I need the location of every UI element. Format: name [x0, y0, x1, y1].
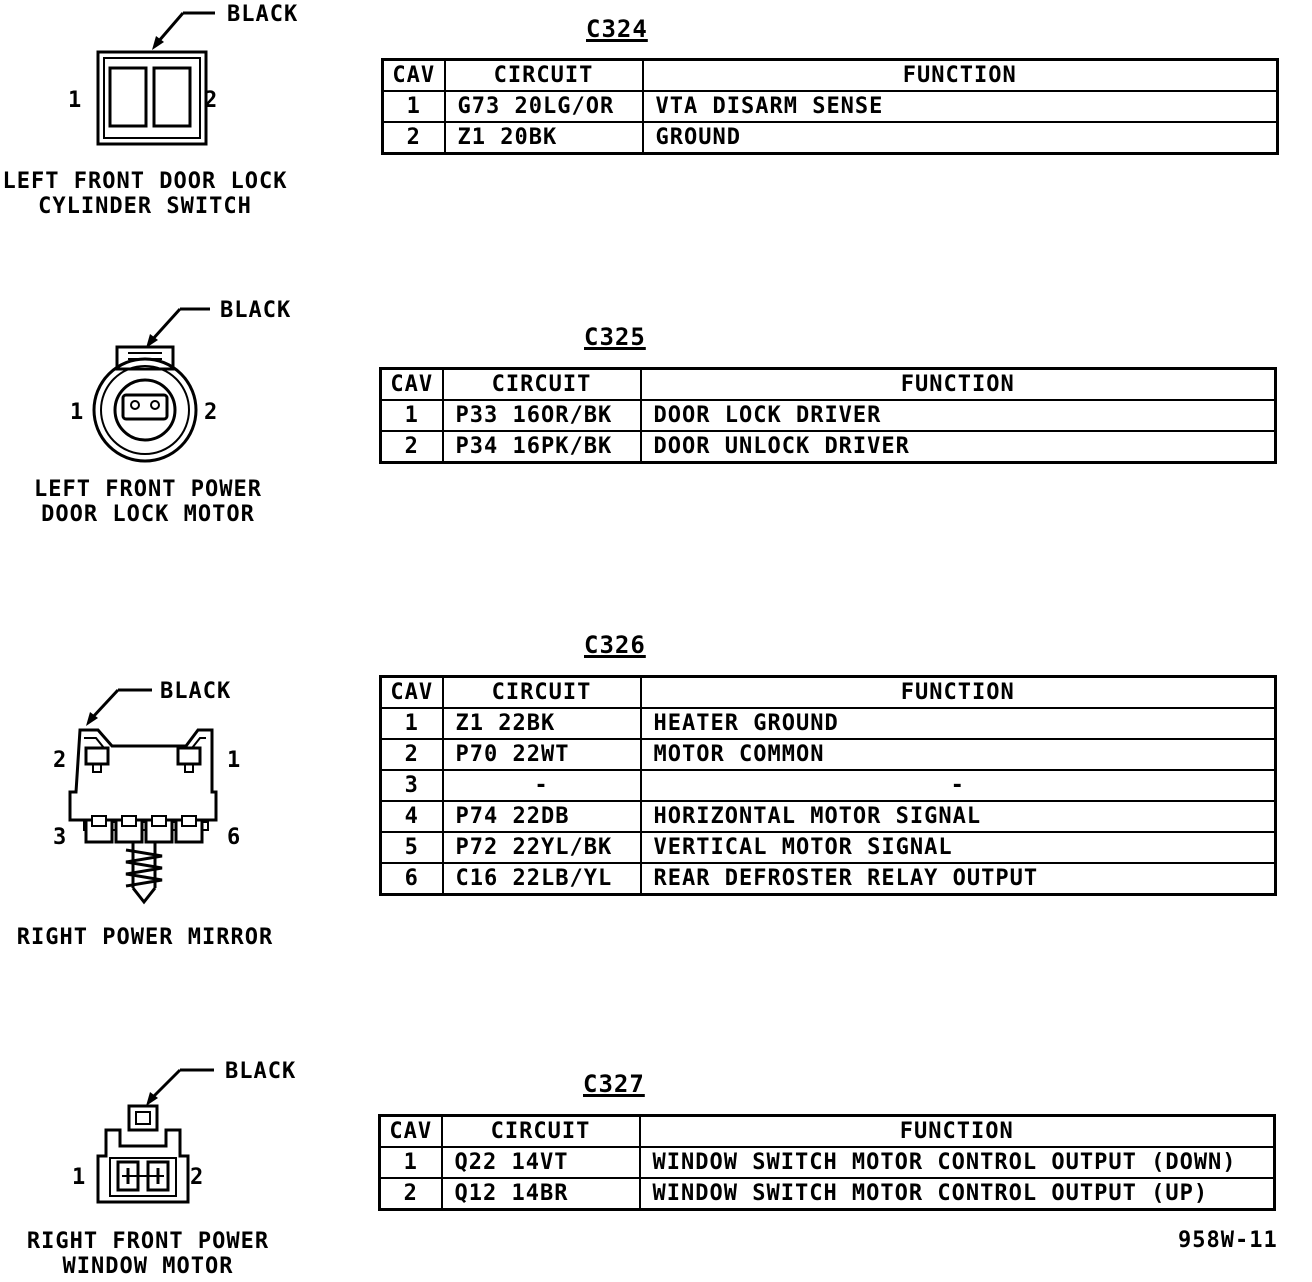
c324-pin-2-label: 2	[204, 88, 219, 113]
function-cell: HORIZONTAL MOTOR SIGNAL	[641, 801, 1276, 832]
cav-cell: 6	[381, 863, 443, 895]
c324-color-label: BLACK	[227, 2, 299, 27]
circuit-cell: Q12 14BR	[442, 1178, 640, 1210]
function-cell: HEATER GROUND	[641, 708, 1276, 739]
c324-table	[381, 58, 1279, 155]
circuit-cell: Z1 20BK	[445, 122, 643, 154]
function-cell: GROUND	[643, 122, 1278, 154]
header-cav: CAV	[381, 677, 443, 709]
circuit-cell: P72 22YL/BK	[443, 832, 641, 863]
c325-table	[379, 367, 1277, 464]
c326-pin-3-label: 3	[53, 825, 68, 850]
c326-connector-diagram	[0, 670, 320, 930]
header-function: FUNCTION	[641, 677, 1276, 709]
header-function: FUNCTION	[641, 369, 1276, 401]
c327-pin-1-label: 1	[72, 1165, 87, 1190]
c324-title: C324	[586, 15, 648, 43]
table-row	[381, 832, 1276, 863]
c326-pin-2-label: 2	[53, 748, 68, 773]
c326-table	[379, 675, 1277, 896]
table-row	[380, 1147, 1275, 1178]
table-row	[383, 91, 1278, 122]
header-cav: CAV	[381, 369, 443, 401]
function-cell: DOOR UNLOCK DRIVER	[641, 431, 1276, 463]
c327-title: C327	[583, 1070, 645, 1098]
c324-name-line-2: CYLINDER SWITCH	[38, 194, 252, 219]
circuit-cell: C16 22LB/YL	[443, 863, 641, 895]
c327-name-line-1: RIGHT FRONT POWER	[26, 1229, 270, 1254]
function-cell: WINDOW SWITCH MOTOR CONTROL OUTPUT (DOWN)	[640, 1147, 1275, 1178]
cav-cell: 1	[383, 91, 445, 122]
c326-name-line-1: RIGHT POWER MIRROR	[16, 925, 274, 950]
c327-name-line-2: WINDOW MOTOR	[62, 1254, 234, 1279]
table-header-row	[380, 1116, 1275, 1148]
cav-cell: 1	[381, 708, 443, 739]
table-row	[381, 739, 1276, 770]
cav-cell: 5	[381, 832, 443, 863]
cav-cell: 2	[383, 122, 445, 154]
cav-cell: 3	[381, 770, 443, 801]
cav-cell: 1	[380, 1147, 442, 1178]
c325-name-line-1: LEFT FRONT POWER	[34, 477, 262, 502]
c326-title: C326	[584, 631, 646, 659]
c325-color-label: BLACK	[220, 298, 292, 323]
circuit-cell: P34 16PK/BK	[443, 431, 641, 463]
c325-pin-1-label: 1	[70, 400, 85, 425]
c324-pin-1-label: 1	[68, 88, 83, 113]
table-row	[381, 863, 1276, 895]
cav-cell: 2	[381, 739, 443, 770]
header-cav: CAV	[380, 1116, 442, 1148]
table-header-row	[381, 369, 1276, 401]
table-row	[381, 431, 1276, 463]
function-cell: VERTICAL MOTOR SIGNAL	[641, 832, 1276, 863]
circuit-cell: G73 20LG/OR	[445, 91, 643, 122]
cav-cell: 4	[381, 801, 443, 832]
function-cell: REAR DEFROSTER RELAY OUTPUT	[641, 863, 1276, 895]
header-circuit: CIRCUIT	[445, 60, 643, 92]
table-row	[381, 400, 1276, 431]
c327-table	[378, 1114, 1276, 1211]
c326-pin-1-label: 1	[227, 748, 242, 773]
function-cell: WINDOW SWITCH MOTOR CONTROL OUTPUT (UP)	[640, 1178, 1275, 1210]
table-row	[383, 122, 1278, 154]
circuit-cell: P70 22WT	[443, 739, 641, 770]
function-cell: MOTOR COMMON	[641, 739, 1276, 770]
c326-pin-6-label: 6	[227, 825, 242, 850]
c327-pin-2-label: 2	[190, 1165, 205, 1190]
table-header-row	[383, 60, 1278, 92]
c324-name-line-1: LEFT FRONT DOOR LOCK	[2, 169, 288, 194]
circuit-cell: Z1 22BK	[443, 708, 641, 739]
circuit-cell: Q22 14VT	[442, 1147, 640, 1178]
function-cell: VTA DISARM SENSE	[643, 91, 1278, 122]
c325-connector-name	[3, 477, 293, 527]
c325-pin-2-label: 2	[204, 400, 219, 425]
circuit-cell: P74 22DB	[443, 801, 641, 832]
function-cell: -	[641, 770, 1276, 801]
function-cell: DOOR LOCK DRIVER	[641, 400, 1276, 431]
c326-connector-name	[0, 925, 290, 950]
cav-cell: 2	[380, 1178, 442, 1210]
circuit-cell: P33 16OR/BK	[443, 400, 641, 431]
c325-title: C325	[584, 323, 646, 351]
cav-cell: 2	[381, 431, 443, 463]
header-function: FUNCTION	[643, 60, 1278, 92]
c325-name-line-2: DOOR LOCK MOTOR	[41, 502, 255, 527]
header-function: FUNCTION	[640, 1116, 1275, 1148]
header-circuit: CIRCUIT	[443, 369, 641, 401]
table-header-row	[381, 677, 1276, 709]
c324-connector-name	[0, 169, 290, 219]
c327-color-label: BLACK	[225, 1059, 297, 1084]
header-circuit: CIRCUIT	[442, 1116, 640, 1148]
table-row	[381, 708, 1276, 739]
figure-id: 958W-11	[1178, 1228, 1278, 1253]
table-row	[381, 801, 1276, 832]
circuit-cell: -	[443, 770, 641, 801]
c327-connector-name	[3, 1229, 293, 1279]
c326-color-label: BLACK	[160, 679, 232, 704]
header-cav: CAV	[383, 60, 445, 92]
table-row	[380, 1178, 1275, 1210]
header-circuit: CIRCUIT	[443, 677, 641, 709]
table-row	[381, 770, 1276, 801]
cav-cell: 1	[381, 400, 443, 431]
